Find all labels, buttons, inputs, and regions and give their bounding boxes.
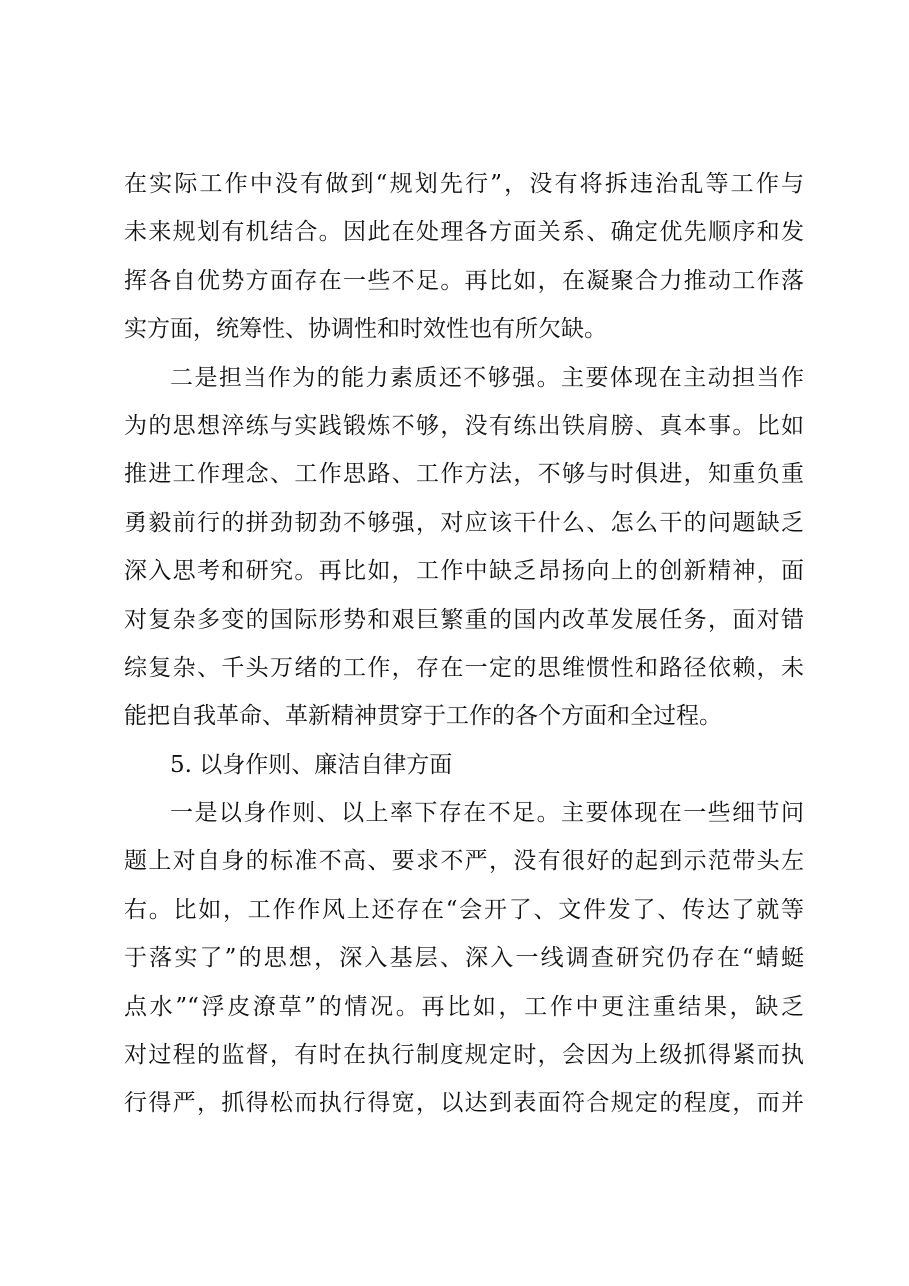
paragraph-line: 勇毅前行的拼劲韧劲不够强，对应该干什么、怎么干的问题缺乏 (124, 509, 804, 536)
paragraph-line: 能把自我革命、革新精神贯穿于工作的各个方面和全过程。 (124, 703, 722, 730)
paragraph-line: 挥各自优势方面存在一些不足。再比如，在凝聚合力推动工作落 (124, 267, 804, 294)
paragraph-line: 在实际工作中没有做到“规划先行”，没有将拆违治乱等工作与 (124, 171, 804, 197)
paragraph-line: 推进工作理念、工作思路、工作方法，不够与时俱进，知重负重 (124, 461, 804, 488)
paragraph-line: 行得严，抓得松而执行得宽，以达到表面符合规定的程度，而并 (124, 1090, 804, 1117)
paragraph-line: 实方面，统筹性、协调性和时效性也有所欠缺。 (124, 316, 607, 343)
paragraph-line: 点水”“浮皮潦草”的情况。再比如，工作中更注重结果，缺乏 (124, 993, 804, 1020)
paragraph-line: 对复杂多变的国际形势和艰巨繁重的国内改革发展任务，面对错 (124, 606, 804, 633)
paragraph-line: 为的思想淬练与实践锻炼不够，没有练出铁肩膀、真本事。比如 (124, 412, 804, 439)
paragraph-line: 右。比如，工作作风上还存在“会开了、文件发了、传达了就等 (124, 896, 804, 923)
paragraph-line: 未来规划有机结合。因此在处理各方面关系、确定优先顺序和发 (124, 219, 804, 246)
paragraph-line: 一是以身作则、以上率下存在不足。主要体现在一些细节问 (170, 800, 804, 827)
paragraph-line: 题上对自身的标准不高、要求不严，没有很好的起到示范带头左 (124, 848, 804, 875)
paragraph-line: 对过程的监督，有时在执行制度规定时，会因为上级抓得紧而执 (124, 1042, 804, 1069)
paragraph-line: 深入思考和研究。再比如，工作中缺乏昂扬向上的创新精神，面 (124, 558, 804, 585)
paragraph-line: 综复杂、千头万绪的工作，存在一定的思维惯性和路径依赖，未 (124, 654, 804, 681)
section-heading: 5. 以身作则、廉洁自律方面 (170, 751, 453, 778)
paragraph-line: 二是担当作为的能力素质还不够强。主要体现在主动担当作 (170, 364, 804, 391)
paragraph-line: 于落实了”的思想，深入基层、深入一线调查研究仍存在“蜻蜓 (124, 945, 804, 972)
document-body (124, 160, 804, 1128)
